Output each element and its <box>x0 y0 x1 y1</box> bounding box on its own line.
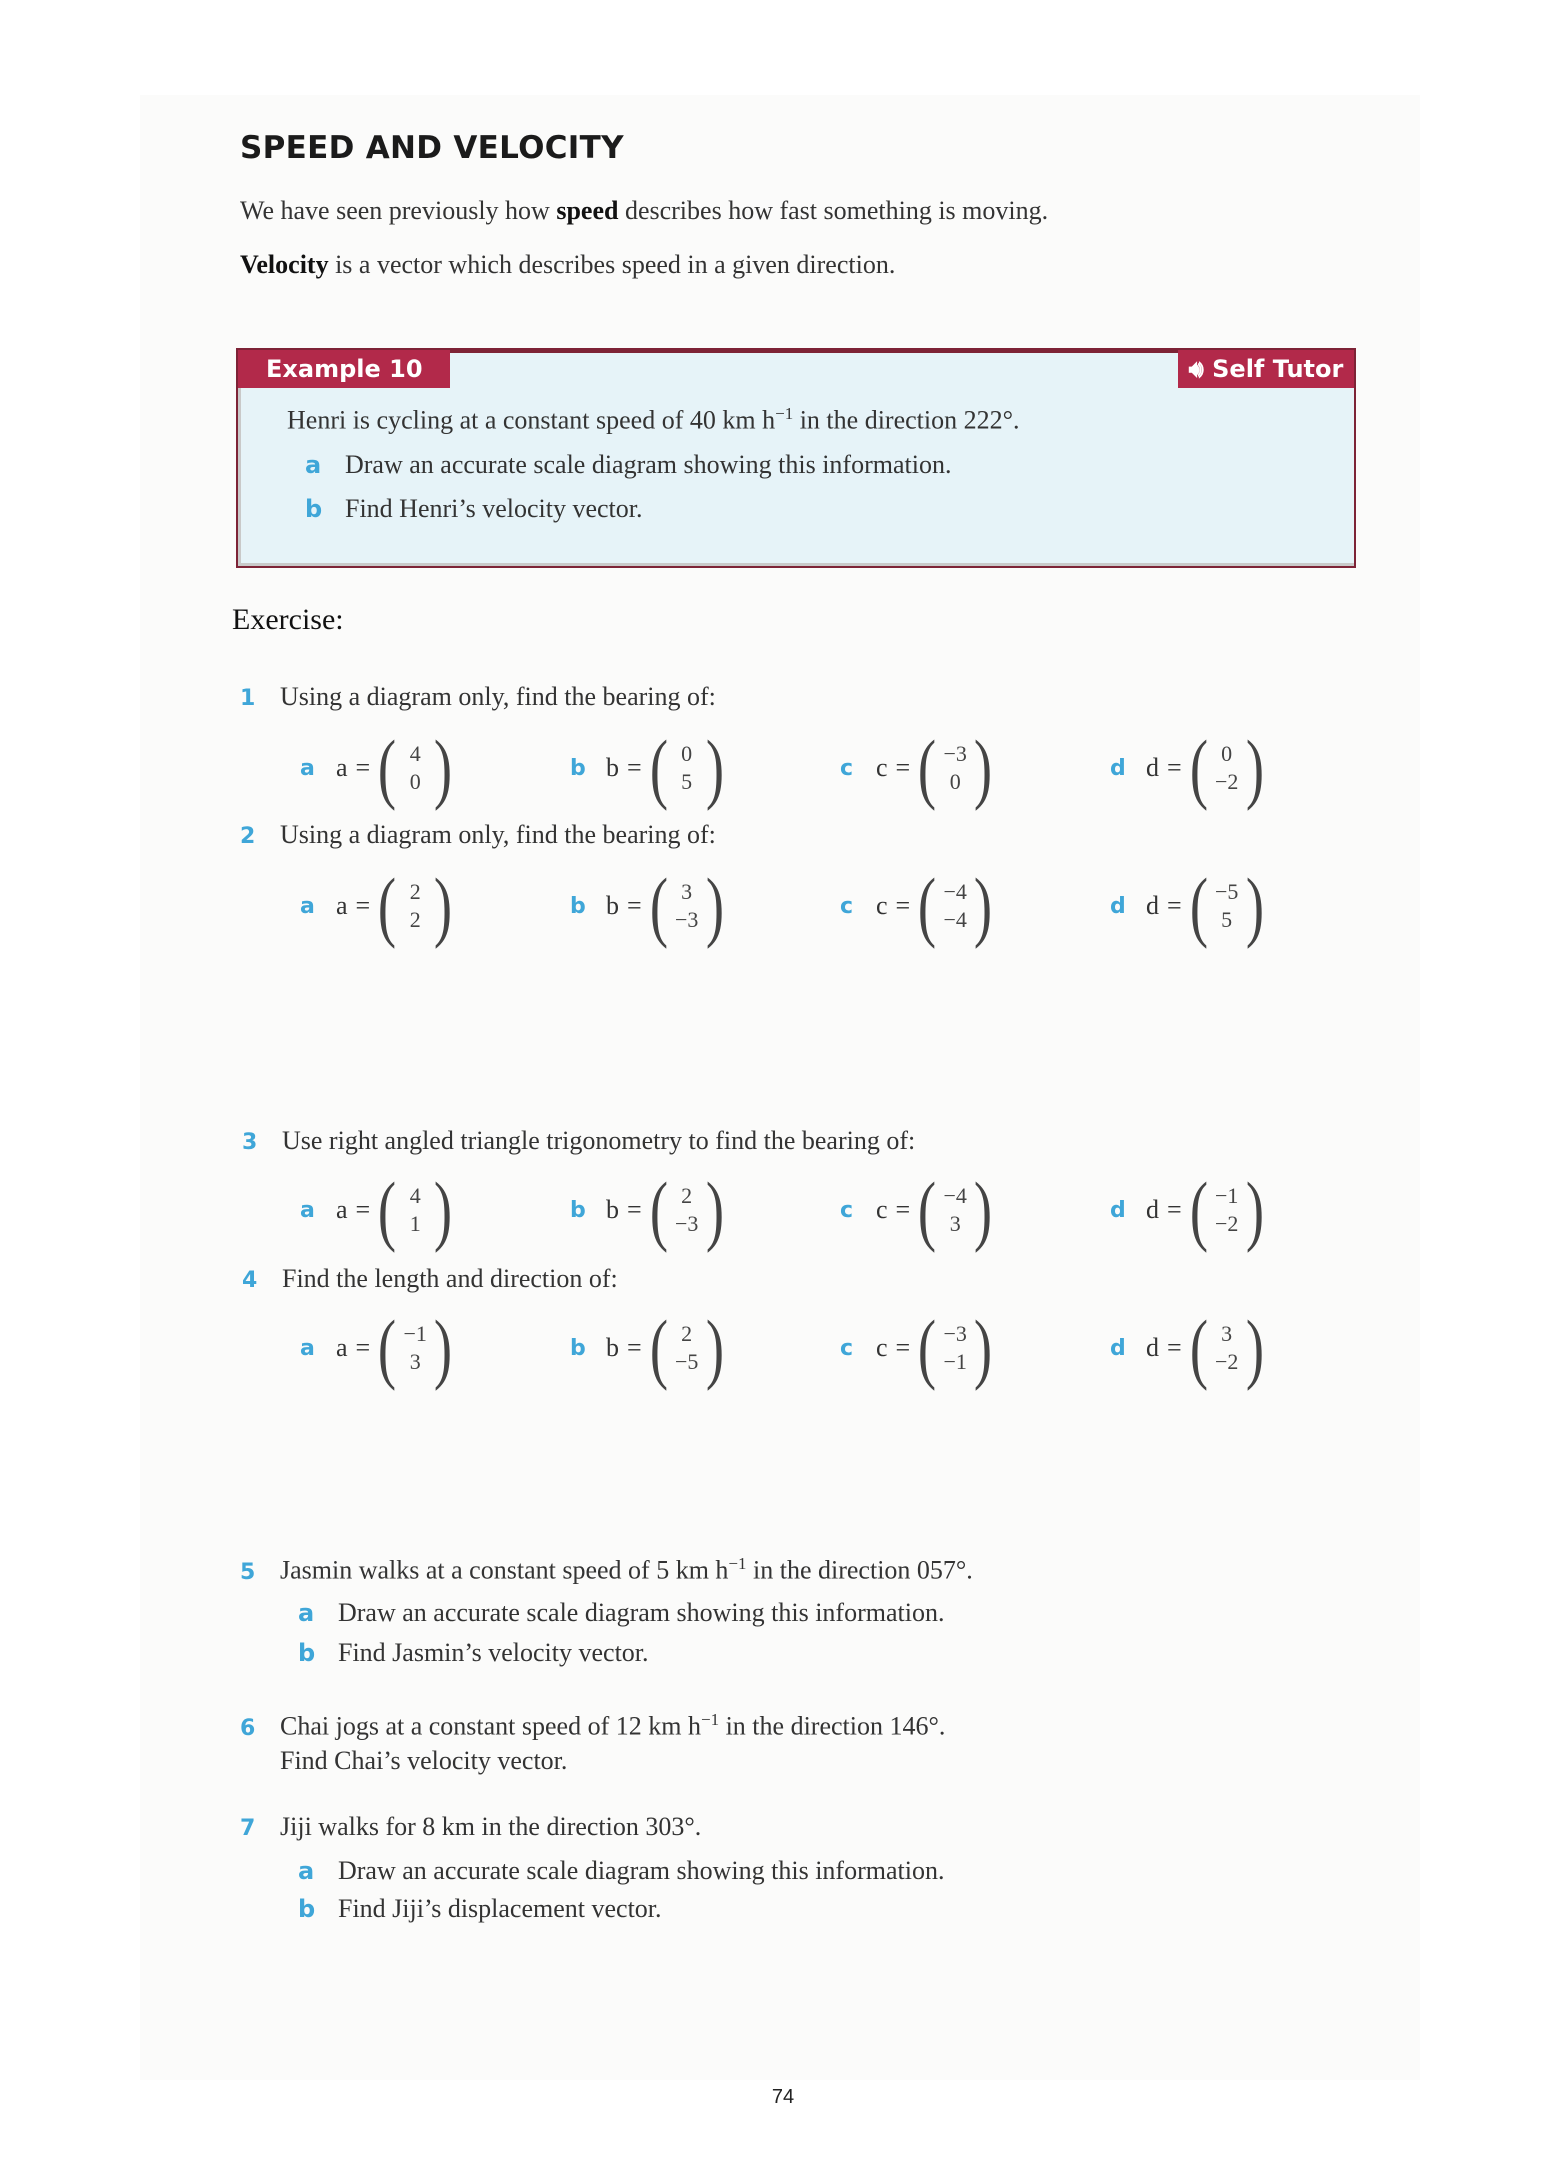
example-body <box>238 388 1354 566</box>
example-label: Example 10 <box>238 350 450 388</box>
question-text: Chai jogs at a constant speed of 12 km h <box>280 1711 701 1741</box>
vector-bottom: 0 <box>409 769 421 794</box>
right-paren: ) <box>1245 724 1264 811</box>
vector-top: −4 <box>943 879 967 904</box>
right-paren: ) <box>974 862 993 949</box>
column-vector <box>1212 740 1242 796</box>
vector-bottom: 3 <box>409 1349 421 1374</box>
column-vector <box>672 740 702 796</box>
column-vector <box>940 740 970 796</box>
right-paren: ) <box>705 724 724 811</box>
left-paren: ( <box>918 1304 937 1391</box>
equals-sign: = <box>895 1195 911 1224</box>
part-letter: c <box>840 1197 854 1223</box>
left-paren: ( <box>649 1166 668 1253</box>
question-7-part-a <box>298 1856 944 1886</box>
vector-name: c <box>876 1195 888 1224</box>
exercise-heading: Exercise: <box>232 603 344 636</box>
vector-name: d <box>1146 891 1159 920</box>
question-text: Find the length and direction of: <box>282 1264 618 1293</box>
self-tutor-button[interactable] <box>1178 350 1354 388</box>
right-paren: ) <box>974 1166 993 1253</box>
right-paren: ) <box>434 724 453 811</box>
intro-bold-term: speed <box>556 196 619 225</box>
question-text: in the direction 146°. <box>719 1711 946 1741</box>
equals-sign: = <box>627 1333 642 1362</box>
question-number: 1 <box>240 686 256 711</box>
left-paren: ( <box>378 724 397 811</box>
self-tutor-label: Self Tutor <box>1212 355 1344 383</box>
question-3 <box>242 1126 915 1156</box>
right-paren: ) <box>974 724 993 811</box>
vector-row-q2 <box>240 862 1370 949</box>
intro-text: describes how fast something is moving. <box>618 196 1049 225</box>
part-text: Draw an accurate scale diagram showing this information. <box>338 1598 945 1627</box>
vector-row-q1 <box>240 724 1370 811</box>
vector-bottom: −3 <box>674 1211 699 1236</box>
vector-item <box>1110 1304 1268 1391</box>
equals-sign: = <box>627 753 642 782</box>
question-6-line-2: Find Chai’s velocity vector. <box>280 1746 568 1775</box>
question-4 <box>242 1264 618 1294</box>
left-paren: ( <box>378 1166 397 1253</box>
example-part-b <box>305 494 643 524</box>
question-number: 7 <box>240 1816 256 1841</box>
vector-name: a <box>336 753 348 782</box>
equals-sign: = <box>1167 891 1182 920</box>
part-letter: d <box>1110 755 1126 781</box>
example-stem-text: in the direction 222°. <box>793 405 1020 435</box>
column-vector <box>940 878 970 934</box>
example-stem-sup: −1 <box>775 404 794 423</box>
question-sup: −1 <box>700 1710 720 1729</box>
right-paren: ) <box>434 1166 453 1253</box>
vector-top: 0 <box>1221 741 1233 766</box>
example-stem-text: Henri is cycling at a constant speed of 40 km h <box>287 405 776 435</box>
vector-item <box>570 724 728 811</box>
left-paren: ( <box>918 724 937 811</box>
vector-name: b <box>606 891 619 920</box>
left-paren: ( <box>649 724 668 811</box>
equals-sign: = <box>895 891 911 920</box>
part-text: Find Jasmin’s velocity vector. <box>338 1638 649 1667</box>
vector-name: c <box>876 1333 888 1362</box>
vector-bottom: 0 <box>949 769 961 794</box>
vector-name: b <box>606 1333 619 1362</box>
column-vector <box>1212 878 1242 934</box>
part-letter: a <box>300 1197 315 1223</box>
intro-text: We have seen previously how <box>240 196 557 225</box>
question-text: Using a diagram only, find the bearing of: <box>280 682 716 711</box>
vector-item <box>300 862 456 949</box>
right-paren: ) <box>1245 1166 1264 1253</box>
vector-bottom: −5 <box>674 1349 699 1374</box>
right-paren: ) <box>1245 862 1264 949</box>
question-1 <box>240 682 716 712</box>
vector-item <box>1110 862 1268 949</box>
vector-item <box>300 1166 456 1253</box>
question-sup: −1 <box>728 1554 747 1573</box>
right-paren: ) <box>434 862 453 949</box>
question-text: Using a diagram only, find the bearing of: <box>280 820 716 849</box>
part-text: Draw an accurate scale diagram showing this information. <box>345 450 952 479</box>
vector-top: −5 <box>1214 879 1239 904</box>
intro-line-speed <box>240 196 1048 226</box>
question-text: Jasmin walks at a constant speed of 5 km h <box>280 1555 729 1585</box>
page-number: 74 <box>771 2086 795 2108</box>
part-letter: b <box>570 755 586 781</box>
vector-top: 2 <box>681 1183 693 1208</box>
speaker-icon: 🔊︎ <box>1188 355 1204 383</box>
vector-name: d <box>1146 1195 1159 1224</box>
vector-top: 4 <box>409 1183 421 1208</box>
vector-name: c <box>876 753 888 782</box>
equals-sign: = <box>355 1195 371 1224</box>
vector-name: c <box>876 891 888 920</box>
part-letter: d <box>1110 1197 1126 1223</box>
vector-name: b <box>606 1195 619 1224</box>
intro-line-velocity <box>240 250 895 280</box>
vector-top: −4 <box>943 1183 967 1208</box>
question-5 <box>240 1554 973 1586</box>
part-letter: b <box>570 1335 586 1361</box>
equals-sign: = <box>895 753 911 782</box>
vector-top: 3 <box>681 879 693 904</box>
section-title: SPEED AND VELOCITY <box>240 130 624 166</box>
question-7 <box>240 1812 701 1842</box>
vector-item <box>300 724 456 811</box>
vector-bottom: −4 <box>943 907 967 932</box>
equals-sign: = <box>355 753 371 782</box>
vector-top: 0 <box>681 741 693 766</box>
left-paren: ( <box>649 1304 668 1391</box>
left-paren: ( <box>378 862 397 949</box>
part-text: Find Henri’s velocity vector. <box>345 494 643 523</box>
question-number: 4 <box>242 1268 258 1293</box>
vector-name: d <box>1146 753 1159 782</box>
vector-bottom: −2 <box>1214 769 1239 794</box>
right-paren: ) <box>1245 1304 1264 1391</box>
vector-bottom: 5 <box>681 769 693 794</box>
example-top-rule <box>450 350 1178 353</box>
vector-bottom: −2 <box>1214 1211 1239 1236</box>
question-text: in the direction 057°. <box>746 1555 973 1585</box>
vector-bottom: −1 <box>943 1349 967 1374</box>
column-vector <box>400 740 430 796</box>
question-number: 5 <box>240 1559 256 1585</box>
equals-sign: = <box>895 1333 911 1362</box>
part-letter: c <box>840 893 854 919</box>
vector-item <box>840 1166 996 1253</box>
question-text: Use right angled triangle trigonometry to find the bearing of: <box>282 1126 916 1155</box>
right-paren: ) <box>434 1304 453 1391</box>
example-stem <box>287 404 1020 436</box>
right-paren: ) <box>705 1304 724 1391</box>
column-vector <box>400 1320 430 1376</box>
part-letter: b <box>305 495 323 523</box>
left-paren: ( <box>1189 862 1208 949</box>
part-letter: a <box>300 1335 315 1361</box>
vector-bottom: −2 <box>1214 1349 1239 1374</box>
part-letter: b <box>298 1639 316 1667</box>
left-paren: ( <box>649 862 668 949</box>
column-vector <box>672 878 702 934</box>
left-paren: ( <box>1189 724 1208 811</box>
vector-row-q3 <box>240 1166 1370 1253</box>
column-vector <box>400 1182 430 1238</box>
equals-sign: = <box>627 891 642 920</box>
vector-bottom: 5 <box>1221 907 1233 932</box>
vector-top: 2 <box>681 1321 693 1346</box>
vector-item <box>570 862 728 949</box>
question-number: 2 <box>240 824 256 849</box>
vector-item <box>840 862 996 949</box>
vector-item <box>840 1304 996 1391</box>
vector-item <box>300 1304 456 1391</box>
intro-bold-term: Velocity <box>240 250 329 279</box>
part-letter: b <box>570 893 586 919</box>
part-letter: b <box>570 1197 586 1223</box>
vector-top: −1 <box>403 1321 427 1346</box>
equals-sign: = <box>1167 753 1182 782</box>
equals-sign: = <box>1167 1333 1182 1362</box>
part-letter: a <box>298 1857 315 1885</box>
example-box <box>236 348 1356 568</box>
question-5-part-b <box>298 1638 649 1668</box>
vector-name: b <box>606 753 619 782</box>
question-5-part-a <box>298 1598 944 1628</box>
right-paren: ) <box>705 862 724 949</box>
vector-top: −3 <box>943 1321 967 1346</box>
vector-item <box>1110 724 1268 811</box>
column-vector <box>400 878 430 934</box>
equals-sign: = <box>1167 1195 1182 1224</box>
vector-top: 2 <box>409 879 421 904</box>
vector-item <box>570 1166 728 1253</box>
vector-item <box>1110 1166 1268 1253</box>
part-letter: d <box>1110 1335 1126 1361</box>
question-number: 3 <box>242 1130 258 1155</box>
question-7-part-b <box>298 1894 662 1924</box>
question-number: 6 <box>240 1715 256 1741</box>
vector-name: a <box>336 891 348 920</box>
part-text: Draw an accurate scale diagram showing this information. <box>338 1856 945 1885</box>
part-letter: c <box>840 1335 854 1361</box>
column-vector <box>1212 1182 1242 1238</box>
equals-sign: = <box>355 891 371 920</box>
part-letter: a <box>300 755 315 781</box>
part-text: Find Jiji’s displacement vector. <box>338 1894 662 1923</box>
part-letter: a <box>298 1599 315 1627</box>
vector-top: −1 <box>1214 1183 1239 1208</box>
vector-name: a <box>336 1333 348 1362</box>
vector-top: −3 <box>943 741 967 766</box>
column-vector <box>1212 1320 1242 1376</box>
vector-row-q4 <box>240 1304 1370 1391</box>
part-letter: a <box>300 893 315 919</box>
vector-bottom: 2 <box>409 907 421 932</box>
column-vector <box>940 1182 970 1238</box>
column-vector <box>672 1320 702 1376</box>
vector-top: 3 <box>1221 1321 1233 1346</box>
part-letter: d <box>1110 893 1126 919</box>
question-2 <box>240 820 716 850</box>
left-paren: ( <box>378 1304 397 1391</box>
part-letter: b <box>298 1895 316 1923</box>
part-letter: c <box>840 755 854 781</box>
equals-sign: = <box>355 1333 371 1362</box>
left-paren: ( <box>918 1166 937 1253</box>
vector-name: a <box>336 1195 348 1224</box>
vector-item <box>840 724 996 811</box>
example-part-a <box>305 450 951 480</box>
right-paren: ) <box>705 1166 724 1253</box>
vector-item <box>570 1304 728 1391</box>
column-vector <box>672 1182 702 1238</box>
vector-bottom: 1 <box>409 1211 421 1236</box>
vector-bottom: 3 <box>949 1211 961 1236</box>
equals-sign: = <box>627 1195 642 1224</box>
part-letter: a <box>305 451 322 479</box>
left-paren: ( <box>1189 1166 1208 1253</box>
question-6 <box>240 1710 945 1742</box>
vector-bottom: −3 <box>674 907 699 932</box>
left-paren: ( <box>918 862 937 949</box>
intro-text: is a vector which describes speed in a given direction. <box>328 250 896 279</box>
right-paren: ) <box>974 1304 993 1391</box>
question-text: Jiji walks for 8 km in the direction 303°. <box>280 1812 702 1841</box>
column-vector <box>940 1320 970 1376</box>
vector-top: 4 <box>409 741 421 766</box>
left-paren: ( <box>1189 1304 1208 1391</box>
vector-name: d <box>1146 1333 1159 1362</box>
